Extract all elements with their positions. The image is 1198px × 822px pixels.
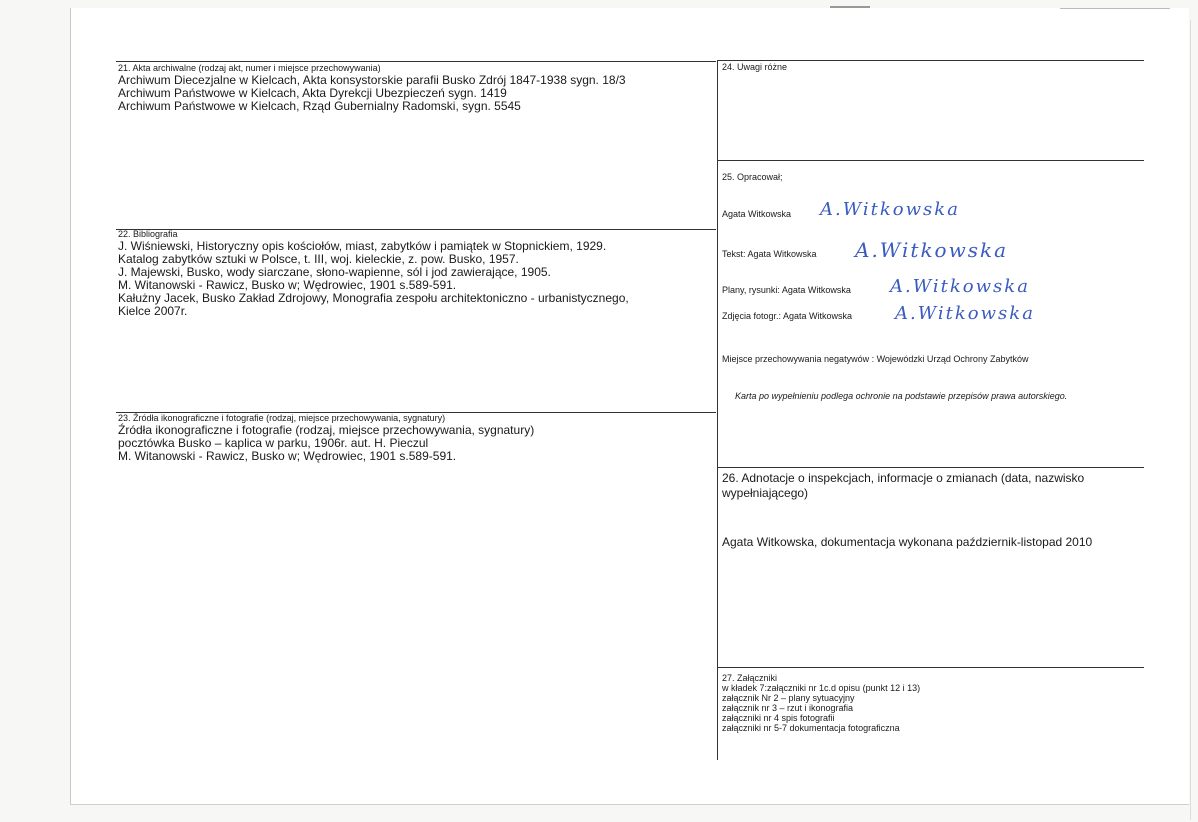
author-name: Agata Witkowska [722,209,792,219]
section-22-label: 22. Bibliografia [118,229,178,239]
attachment-line: załączniki nr 4 spis fotografii [722,713,835,723]
document-sheet [70,8,1189,805]
section-27-content [722,683,920,733]
text-signature: A.Witkowska [855,238,1009,262]
iconography-line: Źródła ikonograficzne i fotografie (rodzaj, miejsce przechowywania, sygnatury) [118,423,535,437]
rule-21-top [116,61,716,62]
section-23-label: 23. Źródła ikonograficzne i fotografie (rodzaj, miejsce przechowywania, sygnatury) [118,413,446,423]
column-divider [717,60,718,760]
bibliography-line: M. Witanowski - Rawicz, Busko w; Wędrowiec, 1901 s.589-591. [118,278,457,292]
rule-22-top [116,229,716,230]
rule-27-top [718,667,1144,668]
attachment-line: załączniki nr 5-7 dokumentacja fotograficzna [722,723,900,733]
author-signature: A.Witkowska [820,199,960,220]
scan-edge-right [1190,20,1191,820]
section-25-label: 25. Opracował; [722,172,783,182]
rule-24-top [718,60,1144,61]
scan-edge-top [1060,8,1170,9]
attachment-line: załącznik nr 3 – rzut i ikonografia [722,703,854,713]
section-26-label-line: 26. Adnotacje o inspekcjach, informacje o zmianach (data, nazwisko [722,471,1085,485]
archive-line: Archiwum Państwowe w Kielcach, Rząd Gubernialny Radomski, sygn. 5545 [118,99,521,113]
copyright-note: Karta po wypełnieniu podlega ochronie na podstawie przepisów prawa autorskiego. [735,391,1068,401]
annotation-entry: Agata Witkowska, dokumentacja wykonana październik-listopad 2010 [722,535,1093,549]
section-26-label [722,472,1084,500]
section-26-label-line: wypełniającego) [722,486,809,500]
archive-line: Archiwum Państwowe w Kielcach, Akta Dyrekcji Ubezpieczeń sygn. 1419 [118,86,507,100]
text-author: Tekst: Agata Witkowska [722,249,817,259]
section-23-content [118,424,534,463]
iconography-line: M. Witanowski - Rawicz, Busko w; Wędrowiec, 1901 s.589-591. [118,449,457,463]
bibliography-line: J. Wiśniewski, Historyczny opis kościołów, miast, zabytków i pamiątek w Stopnickiem, 1929. [118,239,607,253]
scan-edge-top [830,6,870,8]
bibliography-line: Kielce 2007r. [118,304,188,318]
rule-26-top [718,467,1144,468]
bibliography-line: J. Majewski, Busko, wody siarczane, słono-wapienne, sól i jod zawierające, 1905. [118,265,551,279]
archive-line: Archiwum Diecezjalne w Kielcach, Akta konsystorskie parafii Busko Zdrój 1847-1938 sygn. 18/3 [118,73,626,87]
bibliography-line: Kałużny Jacek, Busko Zakład Zdrojowy, Monografia zespołu architektoniczno - urbanistycznego, [118,291,629,305]
iconography-line: pocztówka Busko – kaplica w parku, 1906r. aut. H. Pieczul [118,436,429,450]
plans-author: Plany, rysunki: Agata Witkowska [722,285,851,295]
attachment-line: załącznik Nr 2 – plany sytuacyjny [722,693,855,703]
bibliography-line: Katalog zabytków sztuki w Polsce, t. III, woj. kieleckie, z. pow. Busko, 1957. [118,252,519,266]
photos-author: Zdjęcia fotogr.: Agata Witkowska [722,311,853,321]
section-21-label: 21. Akta archiwalne (rodzaj akt, numer i miejsce przechowywania) [118,63,381,73]
photos-signature: A.Witkowska [895,303,1035,324]
section-21-content [118,74,626,113]
rule-25-top [718,160,1144,161]
plans-signature: A.Witkowska [890,276,1030,297]
section-24-label: 24. Uwagi różne [722,62,788,72]
attachment-line: w kładek 7:załączniki nr 1c.d opisu (punkt 12 i 13) [722,683,921,693]
negatives-location: Miejsce przechowywania negatywów : Wojewódzki Urząd Ochrony Zabytków [722,354,1029,364]
section-22-content [118,240,629,318]
section-27-label: 27. Załączniki [722,673,778,683]
